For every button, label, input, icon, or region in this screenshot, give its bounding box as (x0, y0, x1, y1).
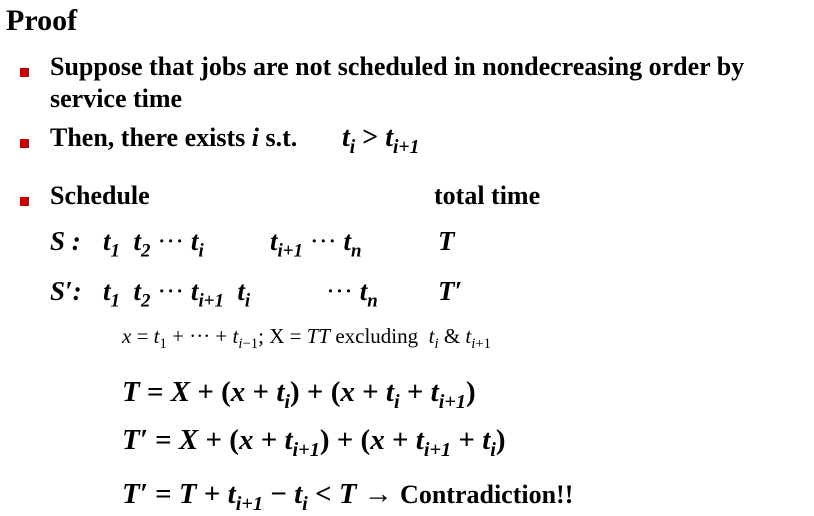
schedule-s-label: S : (50, 226, 81, 256)
total-time-header: total time (434, 181, 541, 210)
contradiction-text: Contradiction!! (400, 480, 574, 509)
schedule-s-seq-rest: $t_{i+1}$ ··· $t_n$ (270, 226, 362, 262)
bullet-marker-2 (20, 139, 29, 148)
schedule-sp-label: S′: (50, 276, 82, 306)
bullet-3-text: Schedule (50, 181, 150, 210)
bullet-2-var: i (251, 123, 259, 152)
x-definition: $x = t_1$ + ··· + $t_{i-1}$; X = TT excluding $t_i$ & $t_{i+1}$ (122, 324, 491, 353)
bullet-2-st: s.t. (265, 123, 298, 152)
equation-contradiction: $T' = T + t_{i+1} - t_i < T$ → Contradiction!! (122, 478, 574, 516)
bullet-marker-3 (20, 197, 29, 206)
inequality-ti-gt-ti1: $t_i > t_{i+1}$ (342, 122, 420, 158)
schedule-s-total: T (438, 226, 455, 256)
schedule-s-seq: $t_1$ $t_2$ ··· $t_i$ (103, 226, 204, 262)
bullet-marker-1 (20, 68, 29, 77)
bullet-2-lead: Then, there exists (50, 123, 246, 152)
bullet-2-text (50, 123, 297, 153)
equation-T: $T = X + (x + t_i) + (x + t_i + t_{i+1})$ (122, 376, 476, 414)
schedule-sp-seq: $t_1$ $t_2$ ··· $t_{i+1}$ $t_i$ (103, 276, 251, 312)
slide-title: Proof (6, 4, 78, 37)
bullet-1-line-2: service time (50, 84, 183, 113)
schedule-sp-seq-rest: ··· $t_n$ (326, 276, 378, 312)
schedule-sp-total: T′ (438, 276, 463, 306)
bullet-1-line-1: Suppose that jobs are not scheduled in nondecreasing order by (50, 52, 745, 81)
equation-T-prime: $T' = X + (x + t_{i+1}) + (x + t_{i+1} + t_i)$ (122, 424, 506, 462)
